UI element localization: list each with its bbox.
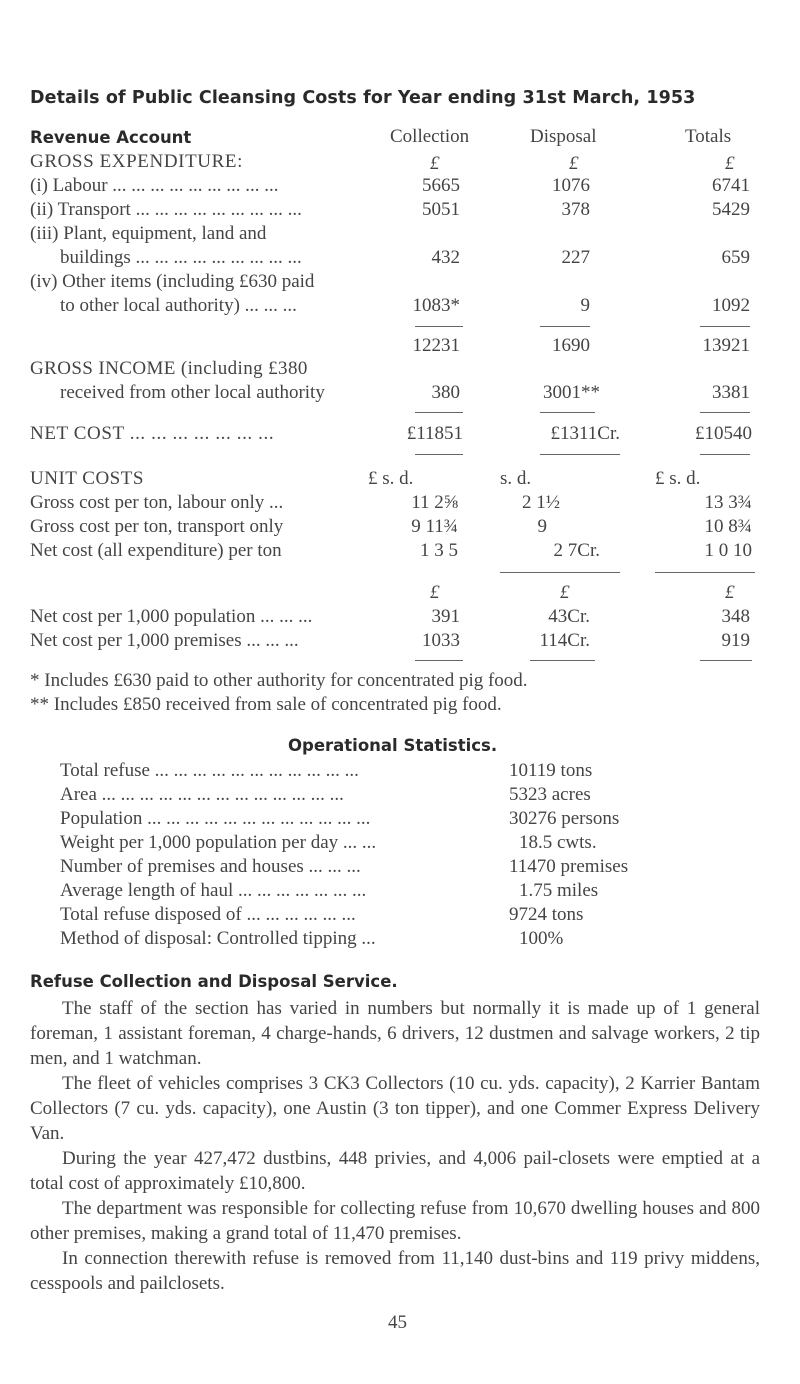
gross-expenditure-label: GROSS EXPENDITURE: xyxy=(30,151,243,172)
expenditure-label: (iv) Other items (including £630 paid xyxy=(30,271,315,292)
net-cost-collection: £11851 xyxy=(406,423,463,444)
expenditure-total: 6741 xyxy=(712,175,750,196)
stat-label: Method of disposal: Controlled tipping ... xyxy=(60,928,376,949)
stat-label: Population ... ... ... ... ... ... ... ... ... ... ... ... xyxy=(60,808,371,829)
expenditure-total: 5429 xyxy=(712,199,750,220)
per-thousand-disposal: 43Cr. xyxy=(548,606,590,627)
unit-cost-label: Gross cost per ton, transport only xyxy=(30,516,284,537)
footnote-rule xyxy=(415,660,463,661)
per-thousand-collection: 391 xyxy=(431,606,460,627)
unit-cost-total: 13 3¾ xyxy=(704,492,752,513)
unit-costs-rule xyxy=(700,454,750,455)
page-title: Details of Public Cleansing Costs for Year ending 31st March, 1953 xyxy=(30,88,696,108)
gross-income-total: 3381 xyxy=(712,382,750,403)
stat-value: 30276 persons xyxy=(509,808,620,829)
subtotal-rule xyxy=(415,326,463,327)
revenue-account-heading: Revenue Account xyxy=(30,128,192,147)
col-header-collection: Collection xyxy=(390,126,470,147)
paragraph: The fleet of vehicles comprises 3 CK3 Collectors (10 cu. yds. capacity), 2 Karrier Bantam Collectors (7 cu. yds. capacity), one Austin (3 ton tipper), and one Commer Express Delivery Van. xyxy=(30,1073,760,1144)
stat-value: 18.5 cwts. xyxy=(519,832,597,853)
expenditure-collection: 5051 xyxy=(422,199,460,220)
net-cost-label: NET COST ... ... ... ... ... ... ... xyxy=(30,423,275,444)
per-thousand-rule xyxy=(655,572,755,573)
expenditure-collection: 5665 xyxy=(422,175,460,196)
refuse-section-heading: Refuse Collection and Disposal Service. xyxy=(30,972,398,991)
stat-value: 100% xyxy=(519,928,564,949)
footnote-rule xyxy=(700,660,752,661)
expenditure-disposal: 9 xyxy=(580,295,590,316)
pound-symbol-collection: £ xyxy=(430,582,440,603)
gross-income-label-cont: received from other local authority xyxy=(60,382,325,403)
expenditure-label-cont: to other local authority) ... ... ... xyxy=(60,295,297,316)
stat-label: Total refuse disposed of ... ... ... ... ... ... xyxy=(60,904,356,925)
per-thousand-label: Net cost per 1,000 population ... ... ... xyxy=(30,606,313,627)
pound-symbol-totals: £ xyxy=(725,582,735,603)
expenditure-disposal: 378 xyxy=(561,199,590,220)
stat-label: Area ... ... ... ... ... ... ... ... ... ... ... ... ... xyxy=(60,784,344,805)
paragraph: In connection therewith refuse is removed from 11,140 dust-bins and 119 privy middens, cesspools and pailclosets. xyxy=(30,1248,760,1294)
subtotal-total: 13921 xyxy=(702,335,750,356)
stat-label: Weight per 1,000 population per day ... ... xyxy=(60,832,377,853)
per-thousand-disposal: 114Cr. xyxy=(539,630,590,651)
stat-label: Number of premises and houses ... ... ... xyxy=(60,856,361,877)
stat-label: Average length of haul ... ... ... ... ... ... ... xyxy=(60,880,367,901)
subtotal-collection: 12231 xyxy=(412,335,460,356)
per-thousand-rule xyxy=(500,572,620,573)
net-cost-rule xyxy=(415,412,463,413)
gross-income-label: GROSS INCOME (including £380 xyxy=(30,358,308,379)
unit-cost-label: Gross cost per ton, labour only ... xyxy=(30,492,284,513)
unit-col-collection: £ s. d. xyxy=(368,468,414,489)
expenditure-total: 1092 xyxy=(712,295,750,316)
footnote: * Includes £630 paid to other authority for concentrated pig food. xyxy=(30,670,528,691)
expenditure-collection: 432 xyxy=(431,247,460,268)
unit-cost-label: Net cost (all expenditure) per ton xyxy=(30,540,282,561)
per-thousand-collection: 1033 xyxy=(422,630,460,651)
stat-value: 11470 premises xyxy=(509,856,629,877)
unit-cost-collection: 9 11¾ xyxy=(411,516,458,537)
footnote-rule xyxy=(530,660,595,661)
unit-costs-rule xyxy=(415,454,463,455)
stat-value: 5323 acres xyxy=(509,784,591,805)
expenditure-disposal: 1076 xyxy=(552,175,590,196)
unit-costs-heading: UNIT COSTS xyxy=(30,468,144,489)
expenditure-label: (ii) Transport ... ... ... ... ... ... ... ... ... xyxy=(30,199,302,220)
unit-cost-disposal: 9 xyxy=(537,516,547,537)
unit-col-disposal: s. d. xyxy=(500,468,532,489)
paragraph: During the year 427,472 dustbins, 448 privies, and 4,006 pail-closets were emptied at a total cost of approximately £10,800. xyxy=(30,1148,760,1194)
unit-costs-rule xyxy=(540,454,620,455)
expenditure-disposal: 227 xyxy=(561,247,590,268)
stat-value: 9724 tons xyxy=(509,904,584,925)
col-header-totals: Totals xyxy=(685,126,732,147)
gross-income-disposal: 3001** xyxy=(543,382,600,403)
per-thousand-label: Net cost per 1,000 premises ... ... ... xyxy=(30,630,299,651)
subtotal-disposal: 1690 xyxy=(552,335,590,356)
unit-cost-collection: 11 2⅝ xyxy=(411,492,458,513)
operational-heading: Operational Statistics. xyxy=(288,736,498,755)
unit-cost-total: 1 0 10 xyxy=(704,540,752,561)
pound-symbol-totals: £ xyxy=(725,153,735,174)
col-header-disposal: Disposal xyxy=(530,126,597,147)
stat-value: 1.75 miles xyxy=(519,880,599,901)
pound-symbol-disposal: £ xyxy=(560,582,570,603)
expenditure-label: (i) Labour ... ... ... ... ... ... ... ... ... xyxy=(30,175,279,196)
unit-cost-total: 10 8¾ xyxy=(704,516,752,537)
unit-cost-disposal: 2 1½ xyxy=(522,492,560,513)
pound-symbol-disposal: £ xyxy=(569,153,579,174)
page-number: 45 xyxy=(388,1312,407,1333)
unit-col-totals: £ s. d. xyxy=(655,468,701,489)
per-thousand-total: 919 xyxy=(721,630,750,651)
expenditure-label-cont: buildings ... ... ... ... ... ... ... ... ... xyxy=(60,247,302,268)
expenditure-label: (iii) Plant, equipment, land and xyxy=(30,223,267,244)
pound-symbol-collection: £ xyxy=(430,153,440,174)
net-cost-rule xyxy=(700,412,750,413)
footnote: ** Includes £850 received from sale of concentrated pig food. xyxy=(30,694,502,715)
expenditure-collection: 1083* xyxy=(412,295,460,316)
net-cost-rule xyxy=(540,412,595,413)
unit-cost-collection: 1 3 5 xyxy=(420,540,458,561)
gross-income-collection: 380 xyxy=(431,382,460,403)
paragraph: The staff of the section has varied in numbers but normally it is made up of 1 general foreman, 1 assistant foreman, 4 charge-hands, 6 drivers, 12 dustmen and salvage workers, 2 tip men, and 1 watchman. xyxy=(30,998,760,1069)
paragraph: The department was responsible for collecting refuse from 10,670 dwelling houses and 800 other premises, making a grand total of 11,470 premises. xyxy=(30,1198,760,1244)
per-thousand-total: 348 xyxy=(721,606,750,627)
net-cost-disposal: £1311Cr. xyxy=(550,423,620,444)
net-cost-total: £10540 xyxy=(695,423,752,444)
subtotal-rule xyxy=(700,326,750,327)
expenditure-total: 659 xyxy=(721,247,750,268)
stat-label: Total refuse ... ... ... ... ... ... ... ... ... ... ... xyxy=(60,760,359,781)
subtotal-rule xyxy=(540,326,590,327)
stat-value: 10119 tons xyxy=(509,760,593,781)
refuse-section-body xyxy=(30,996,760,1296)
unit-cost-disposal: 2 7Cr. xyxy=(553,540,600,561)
